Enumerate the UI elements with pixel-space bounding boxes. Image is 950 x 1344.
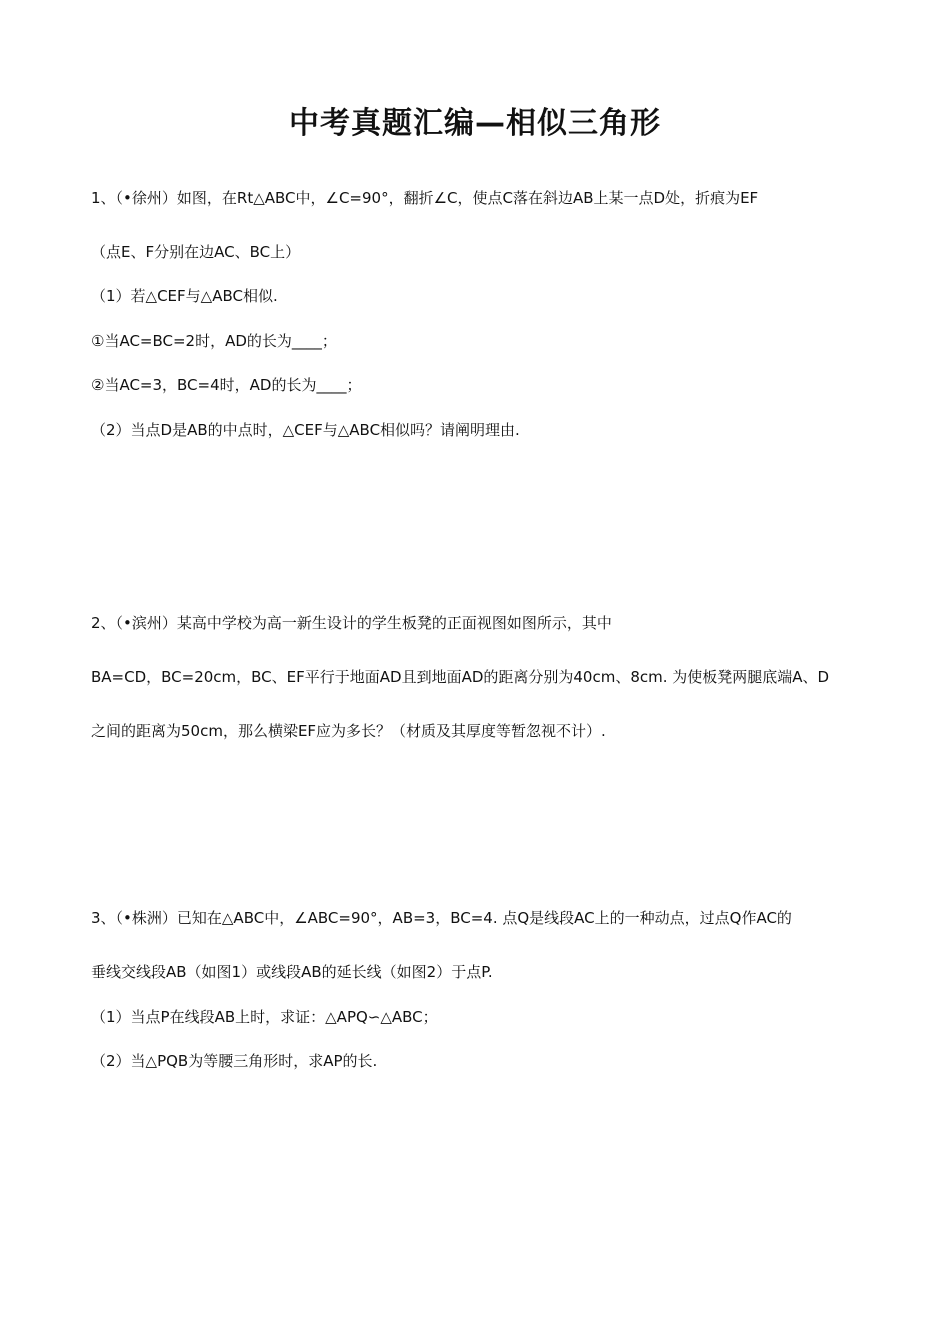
q2-line-1: 2、（•滨州）某高中学校为高一新生设计的学生板凳的正面视图如图所示，其中 (91, 614, 612, 632)
q3-line-1: 3、（•株洲）已知在△ABC中，∠ABC=90°，AB=3，BC=4. 点Q是线段AC上的一种动点，过点Q作AC的 (91, 909, 792, 927)
page-title: 中考真题汇编—相似三角形 (289, 106, 661, 141)
q1-part-2: （2）当点D是AB的中点时，△CEF与△ABC相似吗？请阐明理由. (91, 421, 520, 439)
q3-part-1: （1）当点P在线段AB上时，求证：△APQ∽△ABC； (91, 1008, 438, 1026)
q1-sub-2: ②当AC=3，BC=4时，AD的长为____； (91, 376, 362, 394)
q1-part-1: （1）若△CEF与△ABC相似. (91, 287, 278, 305)
q3-part-2: （2）当△PQB为等腰三角形时，求AP的长. (91, 1052, 378, 1070)
q1-sub-1: ①当AC=BC=2时，AD的长为____； (91, 332, 337, 350)
q2-line-3: 之间的距离为50cm，那么横梁EF应为多长？（材质及其厚度等暂忽视不计）. (91, 722, 606, 740)
q1-line-2: （点E、F分别在边AC、BC上） (91, 243, 301, 261)
q3-line-2: 垂线交线段AB（如图1）或线段AB的延长线（如图2）于点P. (91, 963, 493, 981)
q2-line-2: BA=CD，BC=20cm，BC、EF平行于地面AD且到地面AD的距离分别为40cm、8cm. 为使板凳两腿底端A、D (91, 668, 830, 686)
q1-line-1: 1、（•徐州）如图，在Rt△ABC中，∠C=90°，翻折∠C，使点C落在斜边AB上某一点D处，折痕为EF (91, 189, 759, 207)
